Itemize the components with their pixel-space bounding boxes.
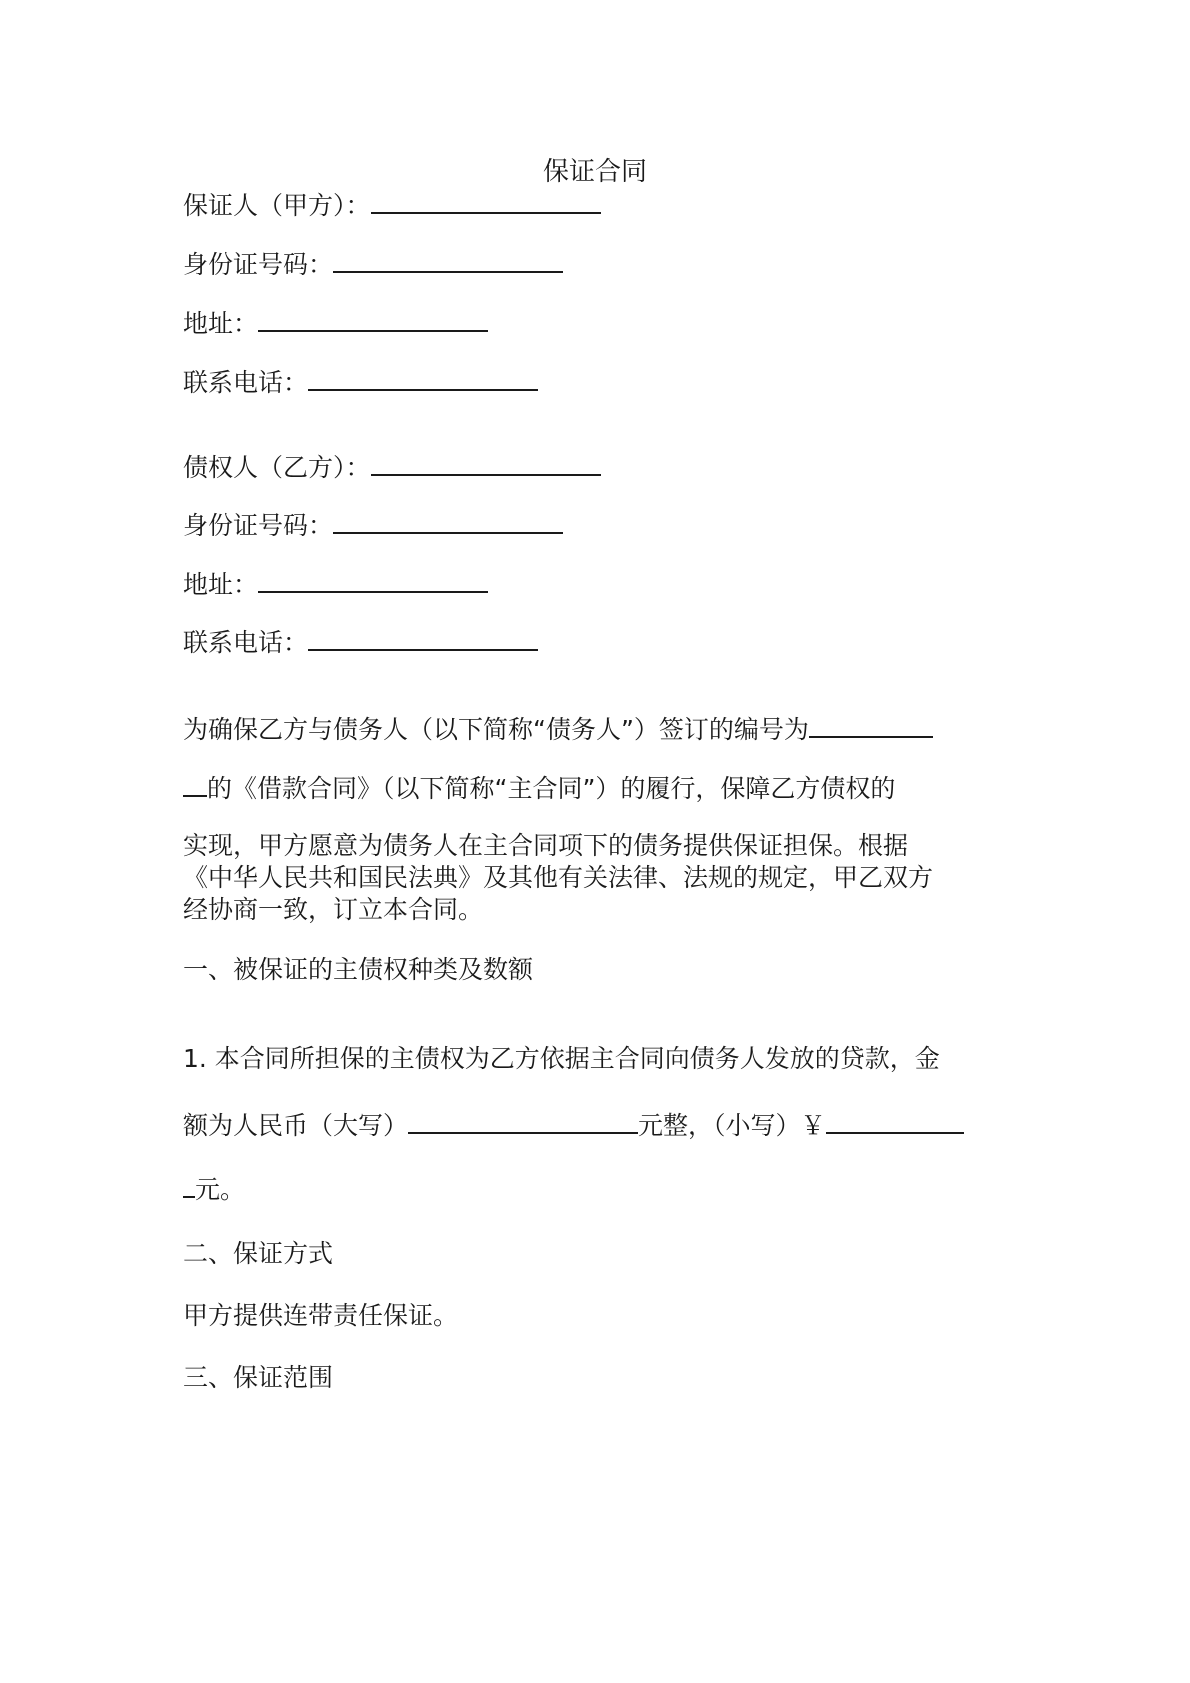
guarantor-phone-blank [308,365,538,391]
creditor-name-row [183,450,601,484]
creditor-id-blank [333,508,563,534]
guarantor-phone-label: 联系电话： [183,368,309,397]
preamble-line-1 [183,712,933,746]
section-2-heading: 二、保证方式 [183,1239,334,1268]
preamble-line-3 [183,830,908,862]
clause-1-text-2b: 元整，（小写）￥ [638,1111,826,1140]
preamble-text-5: 经协商一致，订立本合同。 [183,895,484,924]
creditor-phone-label: 联系电话： [183,628,309,657]
creditor-id-label: 身份证号码： [183,511,334,540]
creditor-name-blank [371,450,601,476]
clause-1-line-2 [183,1108,964,1142]
amount-uppercase-blank [408,1108,638,1134]
clause-1-text-1: 1. 本合同所担保的主债权为乙方依据主合同向债务人发放的贷款，金 [183,1044,940,1073]
guarantor-id-row [183,247,563,281]
contract-number-blank [809,712,933,738]
clause-1-text-3: 元。 [195,1175,246,1204]
guarantor-address-blank [258,306,488,332]
section-1-heading: 一、被保证的主债权种类及数额 [183,955,534,984]
guarantor-name-row [183,188,601,222]
amount-numeric-blank [826,1108,964,1134]
guarantor-name-blank [371,188,601,214]
creditor-address-blank [258,567,488,593]
preamble-line-4 [183,862,933,894]
guarantor-id-blank [333,247,563,273]
clause-1-line-1 [183,1043,940,1075]
preamble-text-4: 《中华人民共和国民法典》及其他有关法律、法规的规定，甲乙双方 [183,863,934,892]
section-3-heading: 三、保证范围 [183,1363,334,1392]
clause-1-line-3 [183,1172,245,1206]
creditor-name-label: 债权人（乙方）： [183,453,371,482]
contract-number-blank-cont [183,771,207,797]
creditor-phone-row [183,625,538,659]
preamble-line-5 [183,894,483,926]
creditor-phone-blank [308,625,538,651]
preamble-text-1: 为确保乙方与债务人（以下简称“债务人”）签订的编号为 [183,715,809,744]
creditor-address-label: 地址： [183,570,259,599]
guarantor-phone-row [183,365,538,399]
section-2-text: 甲方提供连带责任保证。 [183,1301,459,1330]
creditor-address-row [183,567,488,601]
clause-1-text-2a: 额为人民币（大写） [183,1111,409,1140]
preamble-text-2: 的《借款合同》（以下简称“主合同”）的履行，保障乙方债权的 [207,774,896,803]
guarantor-address-row [183,306,488,340]
page-title: 保证合同 [542,157,647,187]
guarantor-address-label: 地址： [183,309,259,338]
creditor-id-row [183,508,563,542]
amount-numeric-blank-cont [183,1172,195,1198]
guarantor-name-label: 保证人（甲方）： [183,191,371,220]
guarantor-id-label: 身份证号码： [183,250,334,279]
preamble-text-3: 实现，甲方愿意为债务人在主合同项下的债务提供保证担保。根据 [183,831,909,860]
preamble-line-2 [183,771,895,805]
